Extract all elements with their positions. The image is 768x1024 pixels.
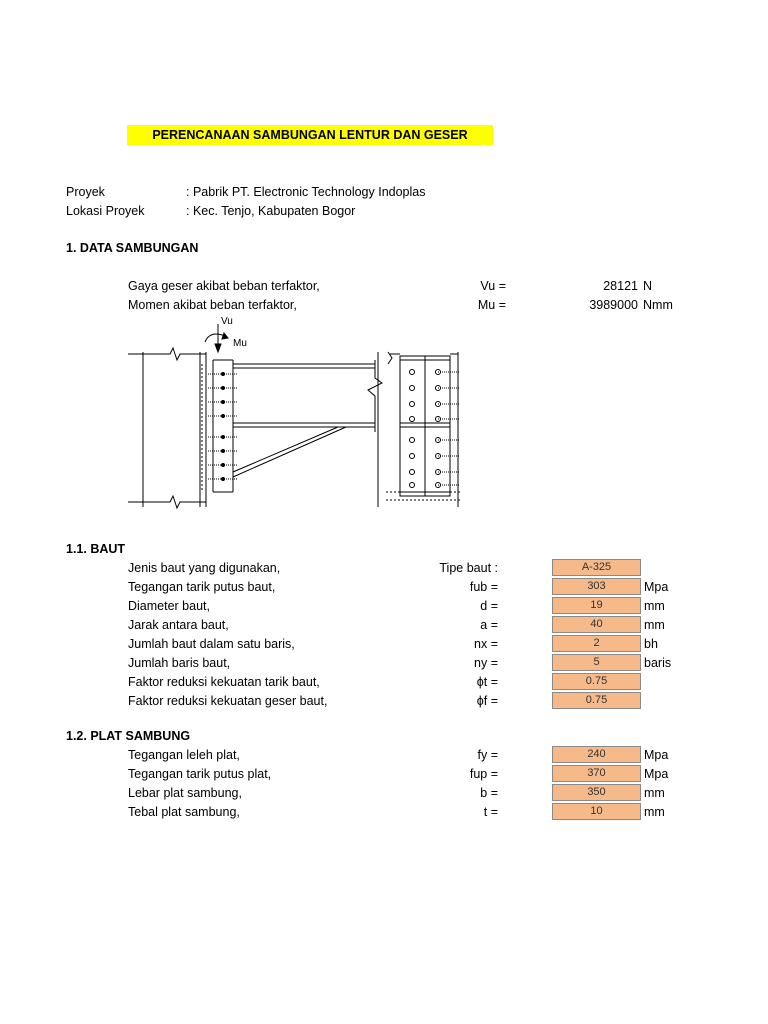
baut-row-desc: Jumlah baut dalam satu baris, (128, 637, 295, 651)
shear-force-value: 28121 (603, 279, 638, 293)
section-plat-heading: 1.2. PLAT SAMBUNG (66, 729, 191, 743)
plat-row-input-cell[interactable]: 370 (552, 765, 641, 782)
moment-symbol: Mu = (477, 298, 506, 312)
diagram-label-vu: Vu (221, 316, 233, 327)
baut-row-symbol: a = (480, 618, 498, 632)
location-value: : Kec. Tenjo, Kabupaten Bogor (186, 204, 356, 218)
plat-row-symbol: b = (480, 786, 498, 800)
plat-row-symbol: t = (483, 805, 498, 819)
baut-row-unit: bh (644, 637, 658, 651)
baut-row-desc: Faktor reduksi kekuatan geser baut, (128, 694, 328, 708)
plat-row-input-cell[interactable]: 240 (552, 746, 641, 763)
baut-row-desc: Jenis baut yang digunakan, (128, 561, 281, 575)
baut-row-input-cell[interactable]: 0.75 (552, 692, 641, 709)
baut-row-symbol: ϕt = (476, 675, 498, 689)
baut-row-unit: baris (644, 656, 672, 670)
baut-row-input-cell[interactable]: 40 (552, 616, 641, 633)
plat-row-unit: mm (644, 805, 665, 819)
baut-row-input-cell[interactable]: 5 (552, 654, 641, 671)
moment-desc: Momen akibat beban terfaktor, (128, 298, 297, 312)
page-title: PERENCANAAN SAMBUNGAN LENTUR DAN GESER (127, 125, 493, 145)
plat-row-symbol: fy = (477, 748, 498, 762)
baut-row-desc: Jarak antara baut, (128, 618, 229, 632)
shear-force-unit: N (643, 279, 653, 293)
plat-row-input-cell[interactable]: 10 (552, 803, 641, 820)
baut-row-symbol: nx = (474, 637, 498, 651)
baut-row-symbol: Tipe baut : (439, 561, 498, 575)
shear-force-symbol: Vu = (480, 279, 506, 293)
shear-force-desc: Gaya geser akibat beban terfaktor, (128, 279, 320, 293)
baut-row-desc: Tegangan tarik putus baut, (128, 580, 276, 594)
baut-row-unit: Mpa (644, 580, 669, 594)
project-value: : Pabrik PT. Electronic Technology Indoplas (186, 185, 426, 199)
moment-unit: Nmm (643, 298, 673, 312)
moment-value: 3989000 (589, 298, 638, 312)
baut-row-input-cell[interactable]: 2 (552, 635, 641, 652)
baut-row-desc: Jumlah baris baut, (128, 656, 231, 670)
baut-row-symbol: ϕf = (476, 694, 498, 708)
baut-row-symbol: fub = (469, 580, 498, 594)
plat-row-desc: Lebar plat sambung, (128, 786, 242, 800)
diagram-label-mu: Mu (233, 338, 247, 349)
plat-row-unit: Mpa (644, 767, 669, 781)
plat-row-symbol: fup = (469, 767, 498, 781)
baut-row-input-cell[interactable]: 19 (552, 597, 641, 614)
plat-row-input-cell[interactable]: 350 (552, 784, 641, 801)
baut-row-input-cell[interactable]: 0.75 (552, 673, 641, 690)
baut-row-desc: Diameter baut, (128, 599, 210, 613)
baut-row-symbol: d = (480, 599, 498, 613)
baut-row-input-cell[interactable]: 303 (552, 578, 641, 595)
section-baut-heading: 1.1. BAUT (66, 542, 126, 556)
baut-row-symbol: ny = (474, 656, 498, 670)
project-label: Proyek (66, 185, 105, 199)
plat-row-unit: mm (644, 786, 665, 800)
baut-row-unit: mm (644, 618, 665, 632)
baut-row-desc: Faktor reduksi kekuatan tarik baut, (128, 675, 320, 689)
location-label: Lokasi Proyek (66, 204, 145, 218)
section-data-sambungan-heading: 1. DATA SAMBUNGAN (66, 241, 199, 255)
plat-row-desc: Tegangan leleh plat, (128, 748, 240, 762)
connection-diagram (120, 312, 470, 517)
baut-row-input-cell[interactable]: A-325 (552, 559, 641, 576)
plat-row-desc: Tegangan tarik putus plat, (128, 767, 272, 781)
plat-row-desc: Tebal plat sambung, (128, 805, 240, 819)
baut-row-unit: mm (644, 599, 665, 613)
plat-row-unit: Mpa (644, 748, 669, 762)
